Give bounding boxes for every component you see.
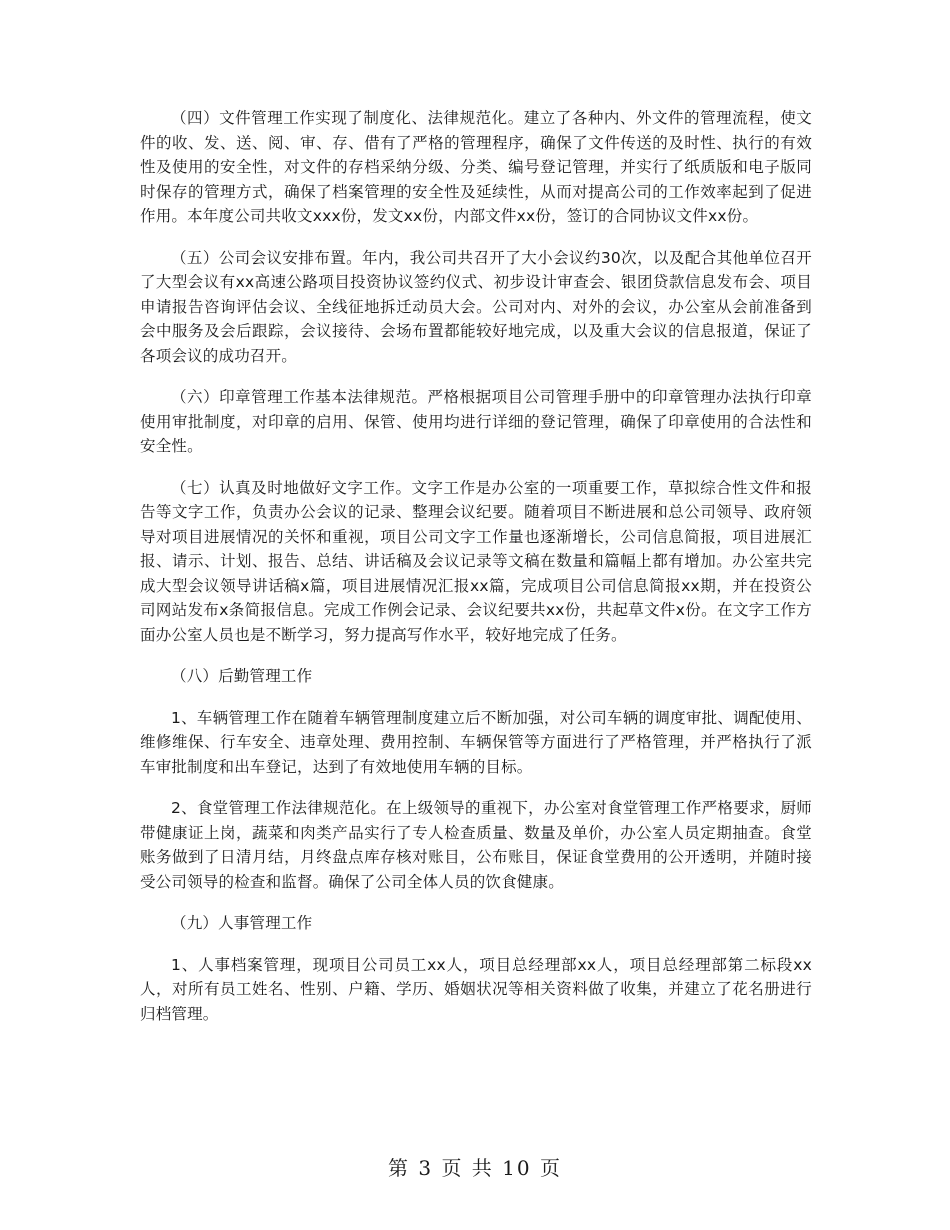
paragraph-canteen-management: 2、食堂管理工作法律规范化。在上级领导的重视下，办公室对食堂管理工作严格要求，厨师带健康证上岗，蔬菜和肉类产品实行了专人检查质量、数量及单价，办公室人员定期抽查。食堂账务做到了日清月结，月终盘点库存核对账目，公布账目，保证食堂费用的公开透明，并随时接受公司领导的检查和监督。确保了公司全体人员的饮食健康。 — [140, 799, 812, 891]
page-number-footer: 第 3 页 共 10 页 — [388, 1156, 562, 1180]
section-heading-personnel: （九）人事管理工作 — [171, 914, 313, 932]
paragraph-personnel-archives: 1、人事档案管理，现项目公司员工xx人，项目总经理部xx人，项目总经理部第二标段xx人，对所有员工姓名、性别、户籍、学历、婚姻状况等相关资料做了收集，并建立了花名册进行归档管理。 — [140, 955, 812, 1023]
paragraph-seal-management: （六）印章管理工作基本法律规范。严格根据项目公司管理手册中的印章管理办法执行印章使用审批制度，对印章的启用、保管、使用均进行详细的登记管理，确保了印章使用的合法性和安全性。 — [140, 388, 812, 455]
section-heading-logistics: （八）后勤管理工作 — [171, 667, 313, 685]
paragraph-vehicle-management: 1、车辆管理工作在随着车辆管理制度建立后不断加强，对公司车辆的调度审批、调配使用、维修维保、行车安全、违章处理、费用控制、车辆保管等方面进行了严格管理，并严格执行了派车审批制度和出车登记，达到了有效地使用车辆的目标。 — [140, 708, 812, 776]
document-body — [140, 106, 812, 1043]
paragraph-document-management: （四）文件管理工作实现了制度化、法律规范化。建立了各种内、外文件的管理流程，使文件的收、发、送、阅、审、存、借有了严格的管理程序，确保了文件传送的及时性、执行的有效性及使用的安全性，对文件的存档采纳分级、分类、编号登记管理，并实行了纸质版和电子版同时保存的管理方式，确保了档案管理的安全性及延续性，从而对提高公司的工作效率起到了促进作用。本年度公司共收文xxx份，发文xx份，内部文件xx份，签订的合同协议文件xx份。 — [140, 109, 812, 225]
paragraph-meeting-arrangement: （五）公司会议安排布置。年内，我公司共召开了大小会议约30次，以及配合其他单位召开了大型会议有xx高速公路项目投资协议签约仪式、初步设计审查会、银团贷款信息发布会、项目申请报告咨询评估会议、全线征地拆迁动员大会。公司对内、对外的会议，办公室从会前准备到会中服务及会后跟踪，会议接待、会场布置都能较好地完成，以及重大会议的信息报道，保证了各项会议的成功召开。 — [140, 248, 812, 365]
paragraph-writing-work: （七）认真及时地做好文字工作。文字工作是办公室的一项重要工作，草拟综合性文件和报告等文字工作，负责办公会议的记录、整理会议纪要。随着项目不断进展和总公司领导、政府领导对项目进展情况的关怀和重视，项目公司文字工作量也逐渐增长，公司信息简报，项目进展汇报、请示、计划、报告、总结、讲话稿及会议记录等文稿在数量和篇幅上都有增加。办公室共完成大型会议领导讲话稿x篇，项目进展情况汇报xx篇，完成项目公司信息简报xx期，并在投资公司网站发布x条简报信息。完成工作例会记录、会议纪要共xx份，共起草文件x份。在文字工作方面办公室人员也是不断学习，努力提高写作水平，较好地完成了任务。 — [140, 478, 812, 644]
